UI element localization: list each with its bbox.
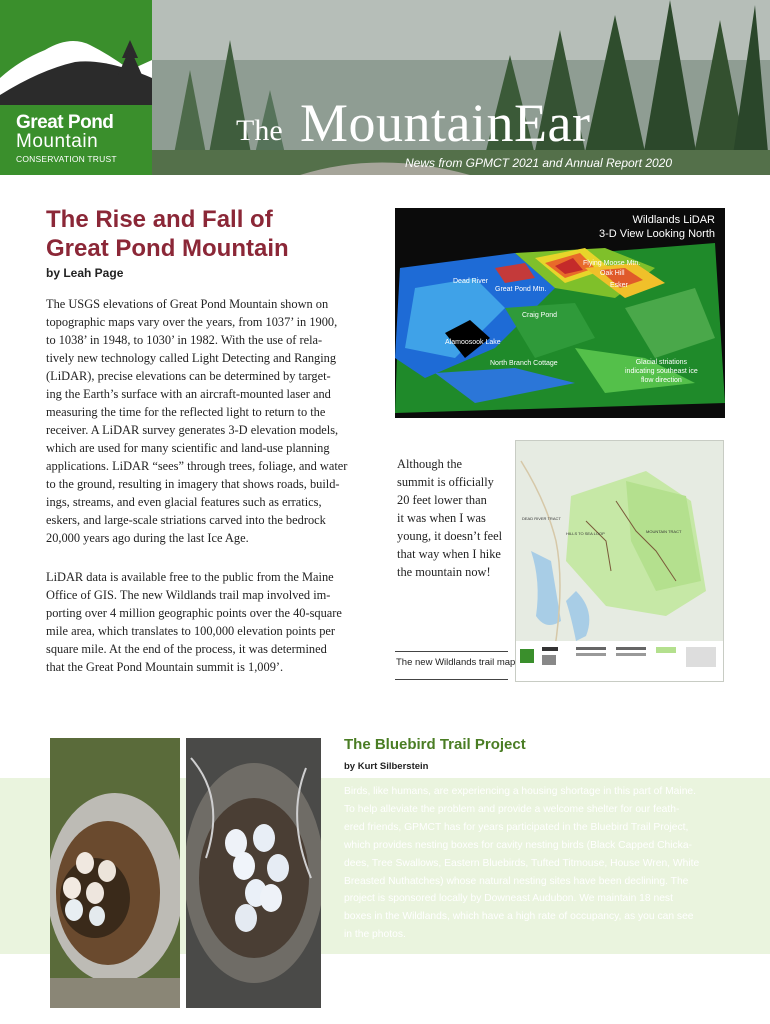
quote-line: summit is officially [397, 475, 494, 489]
lidar-label-north-branch: North Branch Cottage [490, 360, 558, 367]
body-line: Office of GIS. The new Wildlands trail map involved im- [46, 588, 331, 602]
logo-line3: CONSERVATION TRUST [16, 154, 117, 164]
body-line: boxes in the Wildlands, which have a high rate of occupancy, as you can see [344, 911, 694, 923]
body-line: Breasted Nuthatches) whose natural nesting sites have been declining. The [344, 875, 689, 887]
body-line: applications. LiDAR “sees” through trees, foliage, and water [46, 459, 348, 473]
masthead-title-prefix: The [236, 114, 283, 147]
body-line: mile area, which translates to 100,000 elevation points per [46, 624, 336, 638]
quote-line: that way when I hike [397, 547, 501, 561]
masthead-subtitle: News from GPMCT 2021 and Annual Report 2020 [405, 156, 673, 170]
quote-line: 20 feet lower than [397, 493, 487, 507]
body-line: To help alleviate the problem and provide a welcome shelter for our feath- [344, 803, 680, 815]
body-line: The USGS elevations of Great Pond Mountain shown on [46, 297, 329, 311]
body-line: in the photos. [344, 929, 406, 941]
body-line: receiver. A LiDAR survey generates 3-D elevation models, [46, 423, 339, 437]
body-line: to the ground, resulting in imagery that shows roads, build- [46, 477, 340, 491]
body-line: dees, Tree Swallows, Eastern Bluebirds, Tufted Titmouse, House Wren, White [344, 857, 700, 869]
article1-paragraph2 [46, 568, 386, 676]
pull-quote [397, 455, 512, 581]
masthead [0, 0, 770, 175]
body-line: ings, streams, and even glacial features such as erratics, [46, 495, 322, 509]
lidar-label-oak-hill: Oak Hill [600, 270, 625, 277]
nest-photo-left [50, 738, 180, 1008]
map-label-mountain-tract: MOUNTAIN TRACT [646, 529, 682, 534]
lidar-label-striations: Glacial striations indicating southeast ice flow direction [625, 359, 698, 384]
lidar-label-esker: Esker [610, 282, 628, 289]
map-label-dead-river: DEAD RIVER TRACT [522, 516, 561, 521]
lidar-label-dead-river: Dead River [453, 278, 489, 285]
body-line: which are used for many scientific and land-use planning [46, 441, 330, 455]
lidar-label-craig-pond: Craig Pond [522, 312, 558, 319]
article1-title [46, 205, 376, 263]
article2-body [344, 783, 734, 944]
article1-title-line: The Rise and Fall of [46, 206, 273, 233]
lidar-title-line2: 3-D View Looking North [599, 228, 715, 240]
gpmct-logo [0, 0, 152, 175]
masthead-title: MountainEar [300, 93, 591, 153]
quote-line: it was when I was [397, 511, 486, 525]
nest-photo-right [186, 738, 321, 1008]
body-line: 20,000 years ago during the last Ice Age. [46, 531, 249, 545]
body-line: project is sponsored locally by Downeast Audubon. We maintain 18 nest [344, 893, 673, 905]
body-line: topographic maps vary over the years, from 1037’ in 1900, [46, 315, 338, 329]
article2-title: The Bluebird Trail Project [344, 736, 526, 753]
article1-paragraph1 [46, 295, 386, 547]
logo-line1: Great Pond [16, 112, 114, 133]
body-line: to 1038’ in 1948, to 1030’ in 1982. With the use of rela- [46, 333, 323, 347]
quote-line: the mountain now! [397, 565, 491, 579]
article2-byline: by Kurt Silberstein [344, 761, 429, 772]
lidar-label-great-pond-mtn: Great Pond Mtn. [495, 286, 547, 293]
body-line: square mile. At the end of the process, it was determined [46, 642, 327, 656]
bird-nest-blue-eggs-image [186, 738, 321, 1008]
trail-map-image [515, 440, 724, 682]
body-line: which provides nesting boxes for cavity nesting birds (Black Capped Chicka- [344, 839, 692, 851]
article1-title-line: Great Pond Mountain [46, 235, 289, 262]
map-label-hills-to-sea: HILLS TO SEA LOOP [566, 531, 605, 536]
caption-divider-top [395, 651, 508, 652]
body-line: ing the Earth’s surface with an aircraft-mounted laser and [46, 387, 331, 401]
quote-line: young, it doesn’t feel [397, 529, 503, 543]
lidar-title-line1: Wildlands LiDAR [632, 214, 715, 226]
body-line: tively new technology called Light Detecting and Ranging [46, 351, 337, 365]
body-line: ered friends, GPMCT has for years participated in the Bluebird Trail Project, [344, 821, 689, 833]
caption-divider-bottom [395, 679, 508, 680]
article1-byline: by Leah Page [46, 266, 124, 280]
body-line: that the Great Pond Mountain summit is 1,009’. [46, 660, 284, 674]
body-line: eskers, and large-scale striations carved into the bedrock [46, 513, 326, 527]
quote-line: Although the [397, 457, 463, 471]
trail-map-graphic [516, 441, 723, 681]
body-line: LiDAR data is available free to the public from the Maine [46, 570, 334, 584]
lidar-label-flying-moose: Flying Moose Mtn. [583, 260, 641, 267]
bird-nest-eggs-image [50, 738, 180, 1008]
lidar-figure [395, 208, 725, 418]
lidar-figure-title [599, 213, 715, 241]
lidar-label-alamoosook: Alamoosook Lake [445, 339, 501, 346]
map-caption: The new Wildlands trail map [396, 657, 516, 668]
body-line: (LiDAR), precise elevations can be determined by target- [46, 369, 331, 383]
logo-line2: Mountain [16, 131, 99, 152]
body-line: Birds, like humans, are experiencing a housing shortage in this part of Maine. [344, 786, 697, 797]
body-line: measuring the time for the reflected light to return to the [46, 405, 326, 419]
mountain-logo-icon [0, 0, 152, 105]
body-line: porting over 4 million geographic points over the 40-square [46, 606, 342, 620]
